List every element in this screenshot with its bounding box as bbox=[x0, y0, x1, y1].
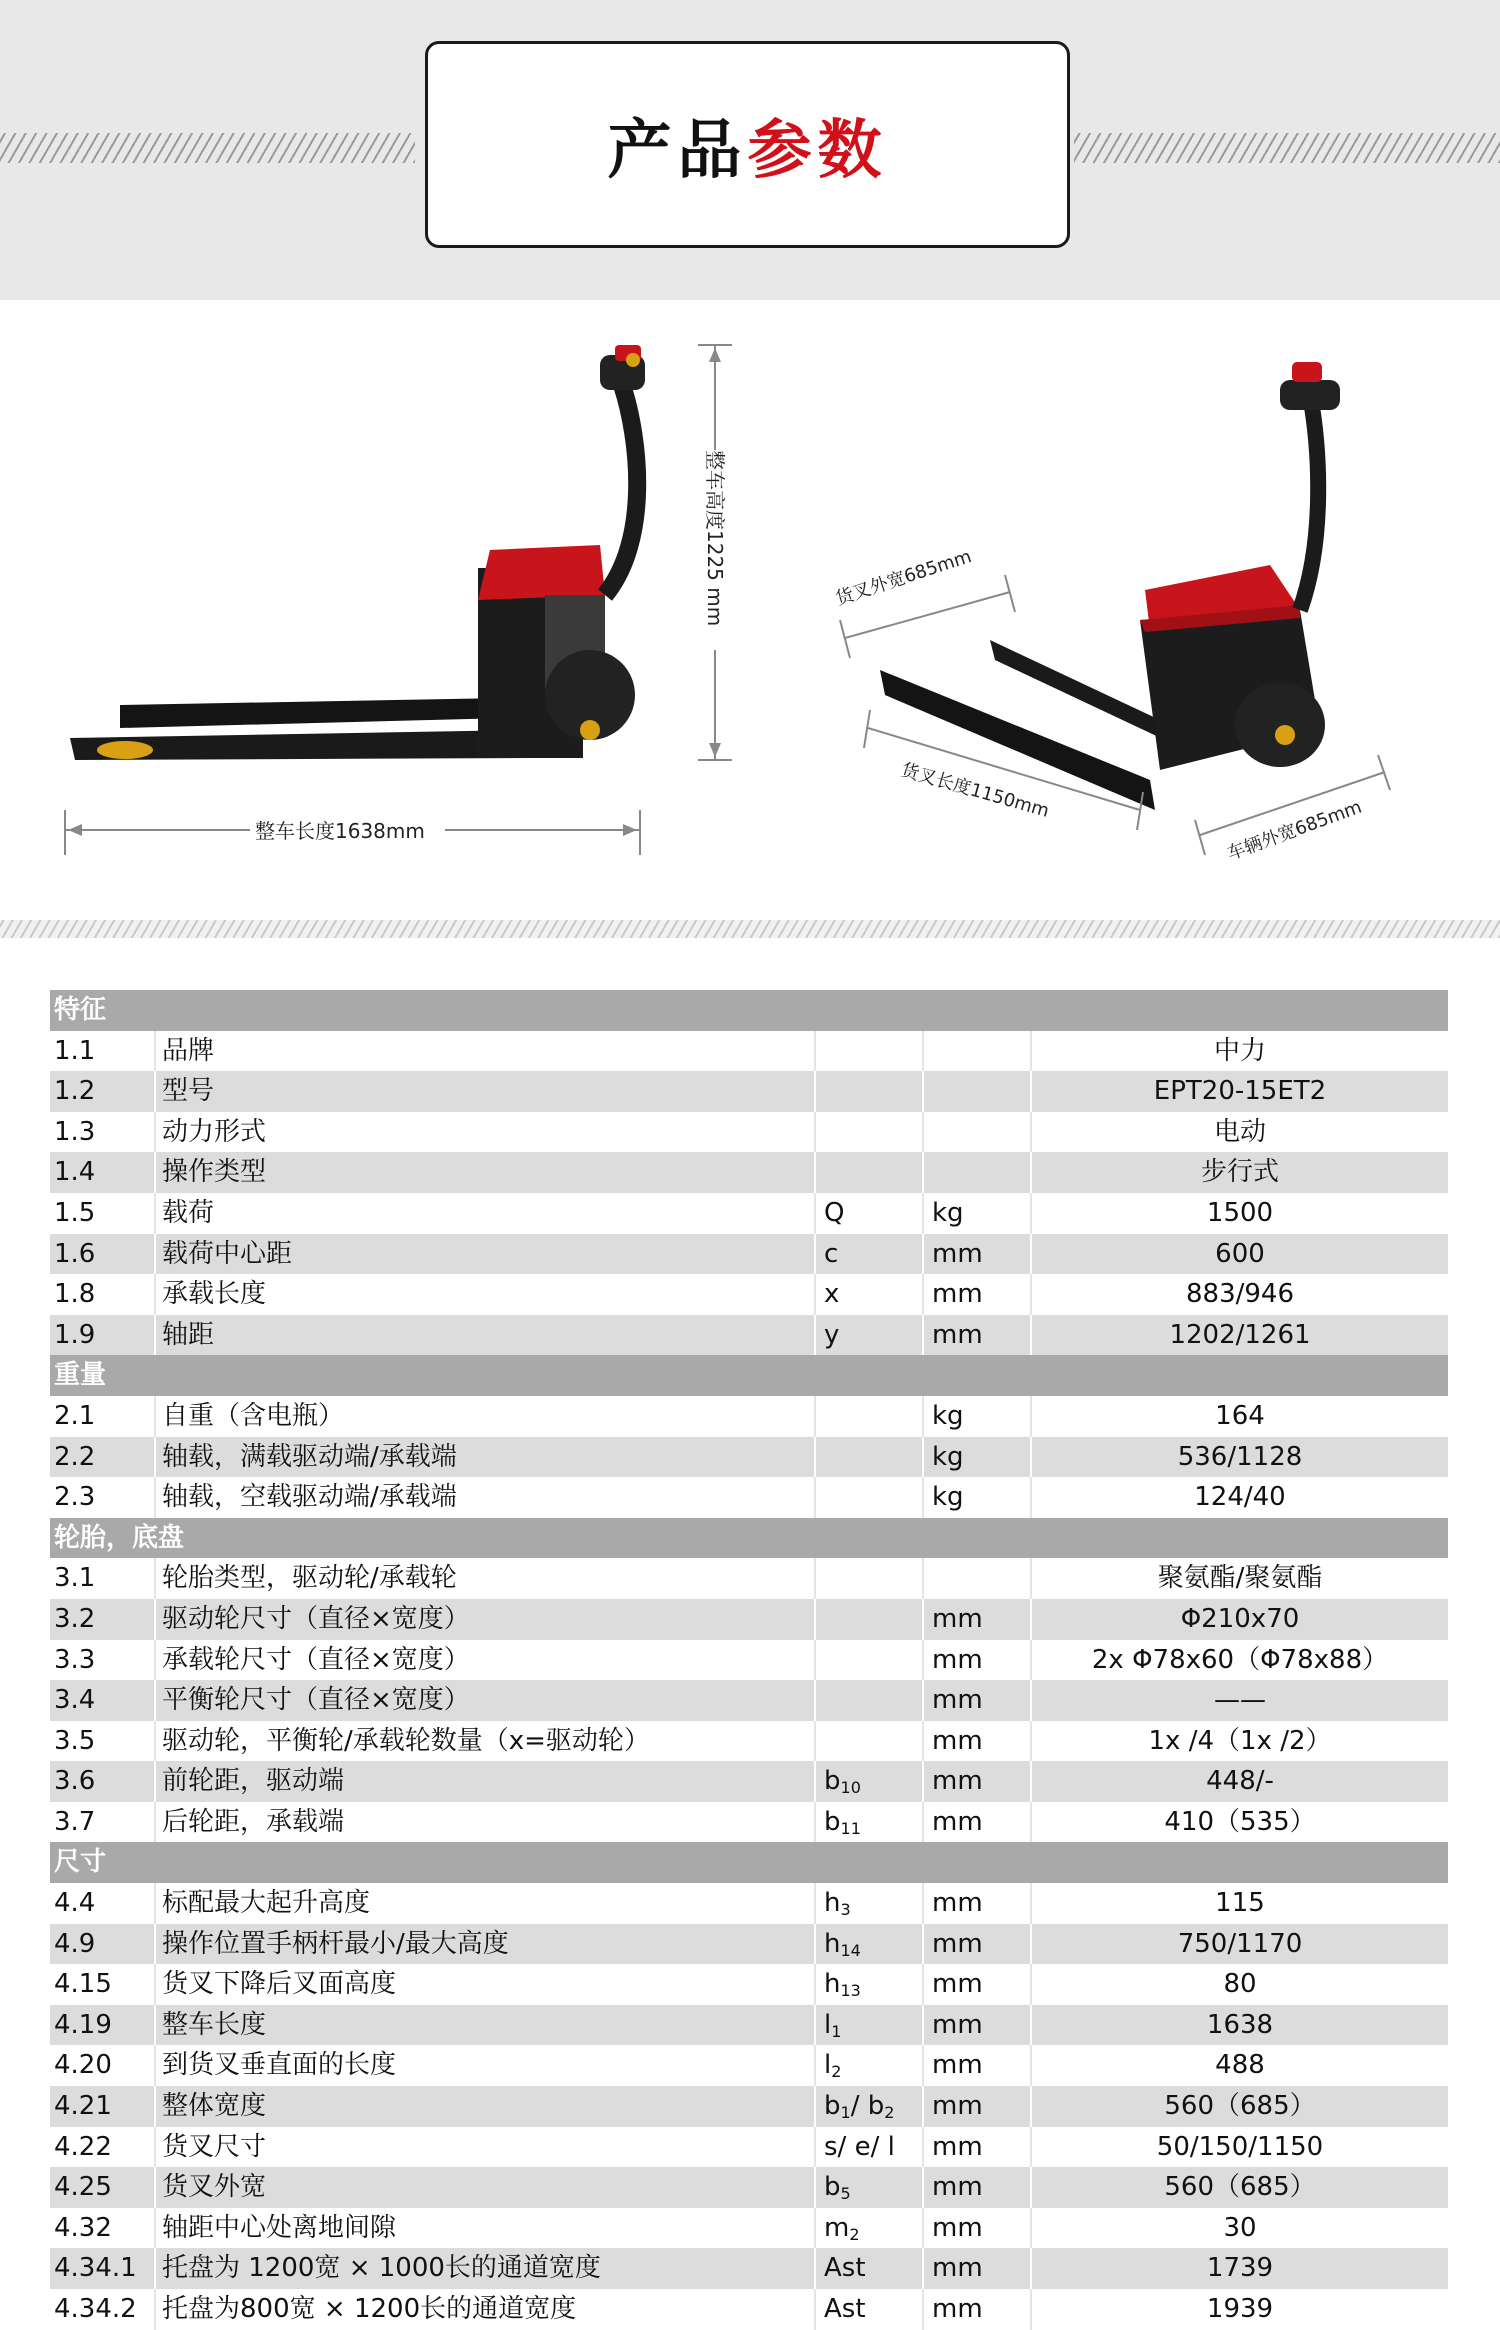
fork-width-label: 货叉外宽685mm bbox=[833, 546, 975, 610]
spec-symbol bbox=[814, 2208, 922, 2249]
spec-number: 4.15 bbox=[54, 1969, 112, 2000]
spec-number: 3.4 bbox=[54, 1685, 96, 1716]
length-dimension bbox=[65, 810, 640, 855]
spec-value: 560（685） bbox=[1030, 2086, 1448, 2127]
spec-number: 1.3 bbox=[54, 1116, 96, 1147]
table-row bbox=[50, 1315, 1448, 1356]
spec-unit: mm bbox=[922, 1964, 1030, 2005]
table-row bbox=[50, 1112, 1448, 1153]
vehicle-width-label: 车辆外宽685mm bbox=[1224, 796, 1365, 865]
section-separator bbox=[0, 920, 1500, 938]
table-row bbox=[50, 1234, 1448, 1275]
spec-symbol bbox=[814, 1437, 922, 1478]
spec-name: 标配最大起升高度 bbox=[154, 1883, 814, 1924]
spec-name: 整体宽度 bbox=[154, 2086, 814, 2127]
spec-value: 448/- bbox=[1030, 1761, 1448, 1802]
spec-name: 驱动轮尺寸（直径×宽度） bbox=[154, 1599, 814, 1640]
side-view-truck bbox=[70, 345, 645, 760]
spec-value: 1939 bbox=[1030, 2289, 1448, 2330]
spec-name: 轴距中心处离地间隙 bbox=[154, 2208, 814, 2249]
spec-symbol bbox=[814, 1315, 922, 1356]
spec-symbol-subscript: 10 bbox=[840, 1778, 861, 1798]
spec-symbol-text: h bbox=[824, 1969, 841, 2000]
spec-symbol-text: b bbox=[824, 2172, 841, 2203]
spec-number: 4.32 bbox=[54, 2212, 112, 2243]
spec-number: 1.9 bbox=[54, 1319, 96, 1350]
spec-unit: mm bbox=[922, 1761, 1030, 1802]
table-row bbox=[50, 1721, 1448, 1762]
spec-unit: mm bbox=[922, 1599, 1030, 1640]
spec-name: 轴距 bbox=[154, 1315, 814, 1356]
spec-symbol bbox=[814, 1396, 922, 1437]
spec-value: 124/40 bbox=[1030, 1477, 1448, 1518]
spec-name: 轴载，满载驱动端/承载端 bbox=[154, 1437, 814, 1478]
spec-number: 3.7 bbox=[54, 1806, 96, 1837]
spec-name: 轮胎类型，驱动轮/承载轮 bbox=[154, 1558, 814, 1599]
table-row bbox=[50, 2127, 1448, 2168]
spec-unit: mm bbox=[922, 2005, 1030, 2046]
spec-name: 到货叉垂直面的长度 bbox=[154, 2045, 814, 2086]
spec-symbol bbox=[814, 1721, 922, 1762]
spec-value: 80 bbox=[1030, 1964, 1448, 2005]
spec-symbol-subscript: 1 bbox=[831, 2021, 842, 2041]
fork-length-label: 货叉长度1150mm bbox=[898, 759, 1052, 822]
spec-value: 步行式 bbox=[1030, 1152, 1448, 1193]
spec-symbol-text: l bbox=[824, 2009, 832, 2040]
table-row bbox=[50, 2167, 1448, 2208]
spec-value: 1202/1261 bbox=[1030, 1315, 1448, 1356]
spec-unit: mm bbox=[922, 1721, 1030, 1762]
spec-value: 30 bbox=[1030, 2208, 1448, 2249]
spec-symbol-text: Ast bbox=[824, 2253, 866, 2284]
spec-number: 2.1 bbox=[54, 1400, 96, 1431]
side-height-label: 整车高度1225 mm bbox=[703, 450, 727, 627]
spec-name: 货叉尺寸 bbox=[154, 2127, 814, 2168]
spec-name: 平衡轮尺寸（直径×宽度） bbox=[154, 1680, 814, 1721]
spec-unit: mm bbox=[922, 2248, 1030, 2289]
spec-symbol bbox=[814, 2005, 922, 2046]
section-header bbox=[50, 1842, 1448, 1883]
section-header bbox=[50, 1518, 1448, 1559]
table-row bbox=[50, 2289, 1448, 2330]
spec-number: 4.25 bbox=[54, 2172, 112, 2203]
table-row bbox=[50, 1274, 1448, 1315]
spec-name: 货叉下降后叉面高度 bbox=[154, 1964, 814, 2005]
spec-unit: mm bbox=[922, 2167, 1030, 2208]
spec-number: 3.2 bbox=[54, 1603, 96, 1634]
table-row bbox=[50, 2248, 1448, 2289]
spec-value: 536/1128 bbox=[1030, 1437, 1448, 1478]
spec-name: 后轮距，承载端 bbox=[154, 1802, 814, 1843]
spec-name: 载荷 bbox=[154, 1193, 814, 1234]
spec-name: 前轮距，驱动端 bbox=[154, 1761, 814, 1802]
spec-symbol bbox=[814, 2167, 922, 2208]
spec-value: 115 bbox=[1030, 1883, 1448, 1924]
spec-symbol-subscript: 1 bbox=[840, 2103, 851, 2123]
spec-symbol-text: s/ e/ l bbox=[824, 2131, 895, 2162]
spec-symbol-subscript: 14 bbox=[840, 1940, 861, 1960]
spec-symbol-text: l bbox=[824, 2050, 832, 2081]
section-label: 轮胎，底盘 bbox=[54, 1522, 185, 1553]
spec-value: Φ210x70 bbox=[1030, 1599, 1448, 1640]
spec-unit: kg bbox=[922, 1437, 1030, 1478]
table-row bbox=[50, 1640, 1448, 1681]
spec-number: 1.4 bbox=[54, 1157, 96, 1188]
spec-number: 3.1 bbox=[54, 1563, 96, 1594]
spec-name: 托盘为800宽 × 1200长的通道宽度 bbox=[154, 2289, 814, 2330]
spec-unit: mm bbox=[922, 1883, 1030, 1924]
spec-number: 4.19 bbox=[54, 2009, 112, 2040]
spec-unit: mm bbox=[922, 1315, 1030, 1356]
spec-unit: mm bbox=[922, 2208, 1030, 2249]
table-row bbox=[50, 2086, 1448, 2127]
spec-unit: mm bbox=[922, 1924, 1030, 1965]
spec-number: 3.6 bbox=[54, 1766, 96, 1797]
spec-value: 750/1170 bbox=[1030, 1924, 1448, 1965]
spec-unit: kg bbox=[922, 1396, 1030, 1437]
spec-unit: mm bbox=[922, 1234, 1030, 1275]
spec-symbol-text: h bbox=[824, 1888, 841, 1919]
spec-symbol-subscript: 11 bbox=[840, 1818, 861, 1838]
spec-value: 50/150/1150 bbox=[1030, 2127, 1448, 2168]
page-title bbox=[425, 41, 1070, 248]
spec-unit: mm bbox=[922, 2086, 1030, 2127]
spec-unit bbox=[922, 1152, 1030, 1193]
spec-name: 动力形式 bbox=[154, 1112, 814, 1153]
spec-symbol bbox=[814, 1883, 922, 1924]
spec-symbol-text: b bbox=[824, 2091, 841, 2122]
spec-symbol bbox=[814, 1274, 922, 1315]
spec-symbol bbox=[814, 1234, 922, 1275]
section-label: 重量 bbox=[54, 1360, 107, 1391]
spec-value: 中力 bbox=[1030, 1031, 1448, 1072]
spec-value: 聚氨酯/聚氨酯 bbox=[1030, 1558, 1448, 1599]
spec-name: 自重（含电瓶） bbox=[154, 1396, 814, 1437]
table-row bbox=[50, 1031, 1448, 1072]
table-row bbox=[50, 2045, 1448, 2086]
spec-name: 整车长度 bbox=[154, 2005, 814, 2046]
spec-unit: kg bbox=[922, 1193, 1030, 1234]
spec-value: 1500 bbox=[1030, 1193, 1448, 1234]
spec-symbol bbox=[814, 1599, 922, 1640]
spec-value: 560（685） bbox=[1030, 2167, 1448, 2208]
spec-name: 承载轮尺寸（直径×宽度） bbox=[154, 1640, 814, 1681]
spec-symbol bbox=[814, 2289, 922, 2330]
spec-unit: mm bbox=[922, 1680, 1030, 1721]
spec-unit: mm bbox=[922, 2045, 1030, 2086]
spec-symbol-subscript: 2 bbox=[831, 2062, 842, 2082]
spec-name: 操作位置手柄杆最小/最大高度 bbox=[154, 1924, 814, 1965]
title-red-text: 参数 bbox=[747, 113, 888, 188]
table-row bbox=[50, 1680, 1448, 1721]
spec-symbol bbox=[814, 1761, 922, 1802]
header-hatch-left bbox=[0, 133, 415, 163]
spec-value: —— bbox=[1030, 1680, 1448, 1721]
table-row bbox=[50, 1558, 1448, 1599]
spec-symbol bbox=[814, 2045, 922, 2086]
spec-symbol bbox=[814, 1680, 922, 1721]
table-row bbox=[50, 2208, 1448, 2249]
spec-symbol-text: h bbox=[824, 1928, 841, 1959]
table-row bbox=[50, 1761, 1448, 1802]
spec-number: 4.20 bbox=[54, 2050, 112, 2081]
spec-symbol-text: b bbox=[824, 1806, 841, 1837]
table-row bbox=[50, 1802, 1448, 1843]
spec-unit: mm bbox=[922, 2127, 1030, 2168]
spec-name: 操作类型 bbox=[154, 1152, 814, 1193]
spec-symbol-text: m bbox=[824, 2212, 850, 2243]
spec-value: 1x /4（1x /2） bbox=[1030, 1721, 1448, 1762]
table-row bbox=[50, 1477, 1448, 1518]
spec-name: 型号 bbox=[154, 1071, 814, 1112]
spec-unit bbox=[922, 1071, 1030, 1112]
spec-unit bbox=[922, 1558, 1030, 1599]
spec-value: 488 bbox=[1030, 2045, 1448, 2086]
spec-table bbox=[50, 990, 1448, 2330]
spec-unit: kg bbox=[922, 1477, 1030, 1518]
spec-symbol bbox=[814, 1640, 922, 1681]
spec-value: 600 bbox=[1030, 1234, 1448, 1275]
spec-symbol-text: c bbox=[824, 1238, 839, 1269]
spec-symbol-text-2: / b bbox=[850, 2091, 885, 2122]
spec-name: 载荷中心距 bbox=[154, 1234, 814, 1275]
spec-name: 品牌 bbox=[154, 1031, 814, 1072]
spec-number: 2.3 bbox=[54, 1482, 96, 1513]
fork-width-dimension bbox=[833, 546, 1015, 658]
spec-symbol bbox=[814, 1802, 922, 1843]
spec-unit bbox=[922, 1112, 1030, 1153]
table-row bbox=[50, 1437, 1448, 1478]
product-drawing bbox=[0, 300, 1500, 920]
spec-value: 2x Φ78x60（Φ78x88） bbox=[1030, 1640, 1448, 1681]
spec-symbol-subscript: 3 bbox=[840, 1900, 851, 1920]
spec-number: 1.5 bbox=[54, 1197, 96, 1228]
spec-symbol bbox=[814, 1031, 922, 1072]
spec-symbol bbox=[814, 1152, 922, 1193]
spec-value: 电动 bbox=[1030, 1112, 1448, 1153]
spec-symbol bbox=[814, 2086, 922, 2127]
spec-number: 4.21 bbox=[54, 2091, 112, 2122]
spec-unit: mm bbox=[922, 1274, 1030, 1315]
table-row bbox=[50, 1883, 1448, 1924]
perspective-truck bbox=[880, 362, 1340, 810]
spec-symbol-subscript: 13 bbox=[840, 1981, 861, 2001]
spec-symbol-subscript: 2 bbox=[849, 2224, 860, 2244]
spec-number: 1.1 bbox=[54, 1035, 96, 1066]
spec-symbol bbox=[814, 1193, 922, 1234]
table-row bbox=[50, 1193, 1448, 1234]
side-length-label: 整车长度1638mm bbox=[255, 819, 425, 843]
header-hatch-right bbox=[1074, 133, 1500, 163]
spec-value: 883/946 bbox=[1030, 1274, 1448, 1315]
table-row bbox=[50, 2005, 1448, 2046]
spec-symbol-text: Q bbox=[824, 1197, 845, 1228]
spec-name: 承载长度 bbox=[154, 1274, 814, 1315]
spec-symbol-subscript-2: 2 bbox=[884, 2103, 895, 2123]
spec-name: 托盘为 1200宽 × 1000长的通道宽度 bbox=[154, 2248, 814, 2289]
spec-value: 410（535） bbox=[1030, 1802, 1448, 1843]
spec-symbol bbox=[814, 2248, 922, 2289]
spec-symbol-text: b bbox=[824, 1766, 841, 1797]
spec-number: 4.34.2 bbox=[54, 2294, 137, 2324]
vehicle-width-dimension bbox=[1195, 755, 1390, 865]
header-band bbox=[0, 0, 1500, 300]
spec-value: 164 bbox=[1030, 1396, 1448, 1437]
spec-name: 货叉外宽 bbox=[154, 2167, 814, 2208]
section-header bbox=[50, 990, 1448, 1031]
spec-value: 1638 bbox=[1030, 2005, 1448, 2046]
spec-symbol-text: y bbox=[824, 1319, 840, 1350]
spec-symbol bbox=[814, 1964, 922, 2005]
spec-number: 4.34.1 bbox=[54, 2253, 137, 2284]
title-black-text: 产品 bbox=[607, 113, 748, 188]
section-header bbox=[50, 1355, 1448, 1396]
spec-number: 3.3 bbox=[54, 1644, 96, 1675]
spec-symbol-text: Ast bbox=[824, 2294, 866, 2324]
table-row bbox=[50, 1599, 1448, 1640]
spec-number: 4.4 bbox=[54, 1888, 96, 1919]
table-row bbox=[50, 1071, 1448, 1112]
spec-value: EPT20-15ET2 bbox=[1030, 1071, 1448, 1112]
spec-number: 1.8 bbox=[54, 1279, 96, 1310]
spec-symbol bbox=[814, 1071, 922, 1112]
product-figure bbox=[0, 300, 1500, 920]
spec-number: 1.2 bbox=[54, 1076, 96, 1107]
spec-symbol-text: x bbox=[824, 1279, 840, 1310]
spec-number: 4.22 bbox=[54, 2131, 112, 2162]
table-row bbox=[50, 1396, 1448, 1437]
section-label: 尺寸 bbox=[54, 1847, 107, 1878]
section-label: 特征 bbox=[54, 995, 107, 1025]
table-row bbox=[50, 1152, 1448, 1193]
spec-number: 3.5 bbox=[54, 1725, 96, 1756]
spec-unit: mm bbox=[922, 1802, 1030, 1843]
spec-symbol bbox=[814, 2127, 922, 2168]
spec-name: 轴载，空载驱动端/承载端 bbox=[154, 1477, 814, 1518]
height-dimension bbox=[698, 345, 732, 760]
spec-name: 驱动轮，平衡轮/承载轮数量（x=驱动轮） bbox=[154, 1721, 814, 1762]
spec-number: 2.2 bbox=[54, 1441, 96, 1472]
table-row bbox=[50, 1964, 1448, 2005]
spec-value: 1739 bbox=[1030, 2248, 1448, 2289]
spec-unit bbox=[922, 1031, 1030, 1072]
spec-symbol bbox=[814, 1112, 922, 1153]
spec-symbol-subscript: 5 bbox=[840, 2184, 851, 2204]
spec-symbol bbox=[814, 1477, 922, 1518]
spec-symbol bbox=[814, 1558, 922, 1599]
spec-unit: mm bbox=[922, 1640, 1030, 1681]
spec-unit: mm bbox=[922, 2289, 1030, 2330]
spec-symbol bbox=[814, 1924, 922, 1965]
spec-number: 1.6 bbox=[54, 1238, 96, 1269]
table-row bbox=[50, 1924, 1448, 1965]
spec-number: 4.9 bbox=[54, 1928, 96, 1959]
